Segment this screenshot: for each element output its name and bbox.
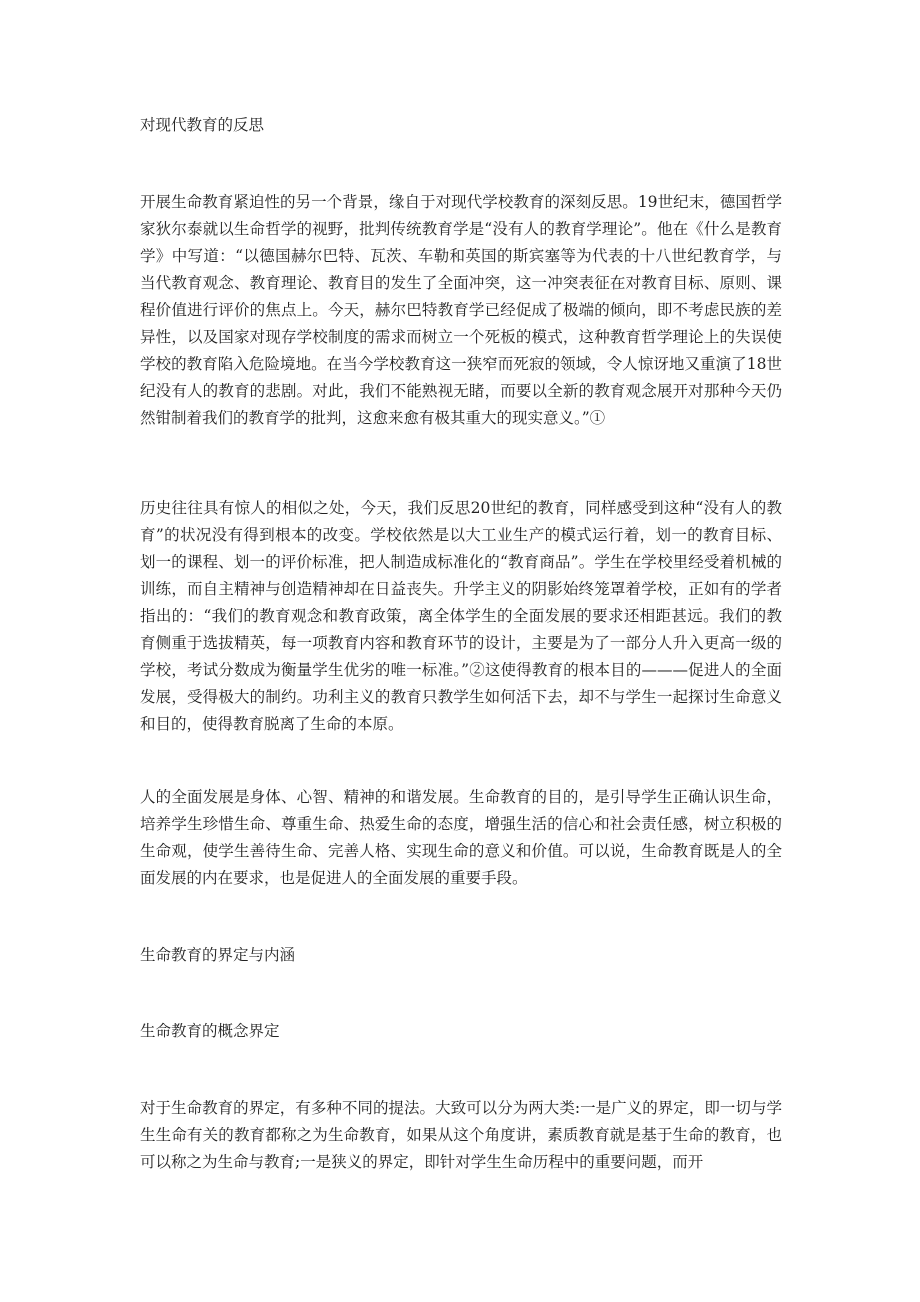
section-heading-definition: 生命教育的界定与内涵	[140, 946, 296, 964]
paragraph-history: 历史往往具有惊人的相似之处，今天，我们反思20世纪的教育，同样感受到这种“没有人的教育”的状况没有得到根本的改变。学校依然是以大工业生产的模式运行着，划一的教育目标、划一的课程、划一的评价标准，把人制造成标准化的“教育商品”。学生在学校里经受着机械的训练，而自主精神与创造精神却在日益丧失。升学主义的阴影始终笼罩着学校，正如有的学者指出的：“我们的教育观念和教育政策，离全体学生的全面发展的要求还相距甚远。我们的教育侧重于选拔精英，每一项教育内容和教育环节的设计，主要是为了一部分人升入更高一级的学校，考试分数成为衡量学生优劣的唯一标准。”②这使得教育的根本目的———促进人的全面发展，受得极大的制约。功利主义的教育只教学生如何活下去，却不与学生一起探讨生命意义和目的，使得教育脱离了生命的本原。	[140, 499, 782, 733]
section-heading-reflection: 对现代教育的反思	[140, 116, 265, 134]
paragraph-background: 开展生命教育紧迫性的另一个背景，缘自于对现代学校教育的深刻反思。19世纪末，德国哲学家狄尔泰就以生命哲学的视野，批判传统教育学是“没有人的教育学理论”。他在《什么是教育学》中写道：“以德国赫尔巴特、瓦茨、车勒和英国的斯宾塞等为代表的十八世纪教育学，与当代教育观念、教育理论、教育目的发生了全面冲突，这一冲突表征在对教育目标、原则、课程价值进行评价的焦点上。今天，赫尔巴特教育学已经促成了极端的倾向，即不考虑民族的差异性，以及国家对现存学校制度的需求而树立一个死板的模式，这种教育哲学理论上的失误使学校的教育陷入危险境地。在当今学校教育这一狭窄而死寂的领域，令人惊讶地又重演了18世纪没有人的教育的悲剧。对此，我们不能熟视无睹，而要以全新的教育观念展开对那种今天仍然钳制着我们的教育学的批判，这愈来愈有极其重大的现实意义。”①	[140, 193, 782, 427]
paragraph-concept: 对于生命教育的界定，有多种不同的提法。大致可以分为两大类:一是广义的界定，即一切与学生生命有关的教育都称之为生命教育，如果从这个角度讲，素质教育就是基于生命的教育，也可以称之为生命与教育;一是狭义的界定，即针对学生生命历程中的重要问题，而开	[140, 1099, 782, 1171]
paragraph-development: 人的全面发展是身体、心智、精神的和谐发展。生命教育的目的，是引导学生正确认识生命，培养学生珍惜生命、尊重生命、热爱生命的态度，增强生活的信心和社会责任感，树立积极的生命观，使学生善待生命、完善人格、实现生命的意义和价值。可以说，生命教育既是人的全面发展的内在要求，也是促进人的全面发展的重要手段。	[140, 788, 782, 887]
section-heading-concept: 生命教育的概念界定	[140, 1022, 280, 1040]
